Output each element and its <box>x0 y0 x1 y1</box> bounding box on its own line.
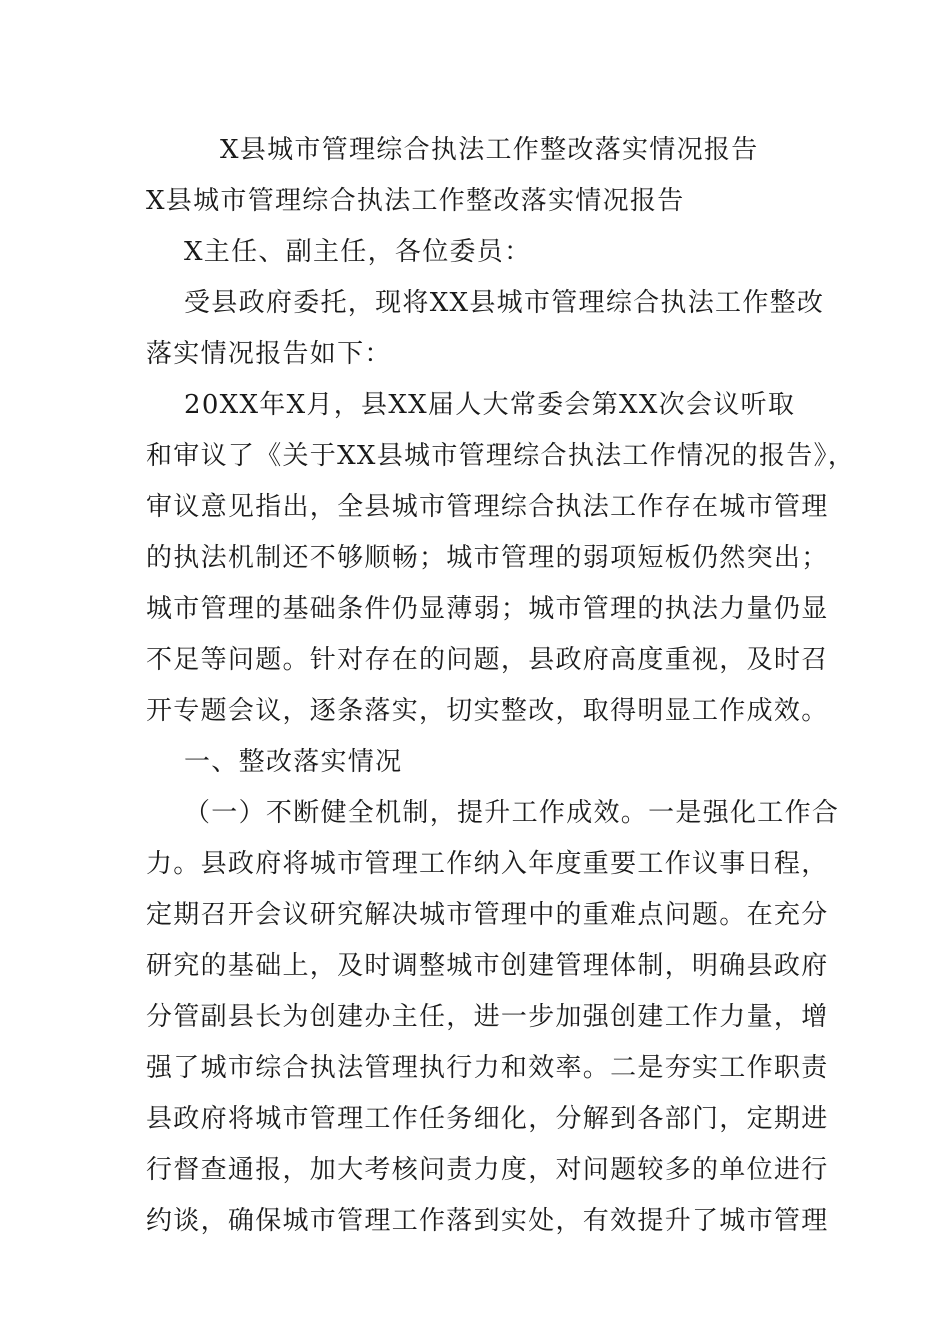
salutation: X主任、副主任，各位委员： <box>184 237 532 267</box>
section1-line: 强了城市综合执法管理执行力和效率。二是夯实工作职责 <box>146 1053 829 1083</box>
document-subtitle: X县城市管理综合执法工作整改落实情况报告 <box>146 186 685 216</box>
document-title: X县城市管理综合执法工作整改落实情况报告 <box>220 135 759 165</box>
background-line: 不足等问题。针对存在的问题，县政府高度重视，及时召 <box>146 645 829 675</box>
background-line: 的执法机制还不够顺畅；城市管理的弱项短板仍然突出； <box>146 543 829 573</box>
background-line: 审议意见指出，全县城市管理综合执法工作存在城市管理 <box>146 492 829 522</box>
background-line: 和审议了《关于XX县城市管理综合执法工作情况的报告》， <box>146 441 856 471</box>
section1-line: 研究的基础上，及时调整城市创建管理体制，明确县政府 <box>146 951 829 981</box>
section-heading: 一、整改落实情况 <box>184 747 403 777</box>
section1-line: 定期召开会议研究解决城市管理中的重难点问题。在充分 <box>146 900 829 930</box>
section1-line: 县政府将城市管理工作任务细化，分解到各部门，定期进 <box>146 1104 829 1134</box>
intro-line: 落实情况报告如下： <box>146 339 392 369</box>
background-line: 20XX年X月，县XX届人大常委会第XX次会议听取 <box>184 390 796 420</box>
intro-line: 受县政府委托，现将XX县城市管理综合执法工作整改 <box>184 288 825 318</box>
section1-line: 分管副县长为创建办主任，进一步加强创建工作力量，增 <box>146 1002 829 1032</box>
section1-line: 行督查通报，加大考核问责力度，对问题较多的单位进行 <box>146 1155 829 1185</box>
section1-line: 力。县政府将城市管理工作纳入年度重要工作议事日程， <box>146 849 829 879</box>
background-line: 开专题会议，逐条落实，切实整改，取得明显工作成效。 <box>146 696 829 726</box>
background-line: 城市管理的基础条件仍显薄弱；城市管理的执法力量仍显 <box>146 594 829 624</box>
section1-line: （一）不断健全机制，提升工作成效。一是强化工作合 <box>184 798 840 828</box>
section1-line: 约谈，确保城市管理工作落到实处，有效提升了城市管理 <box>146 1206 829 1236</box>
